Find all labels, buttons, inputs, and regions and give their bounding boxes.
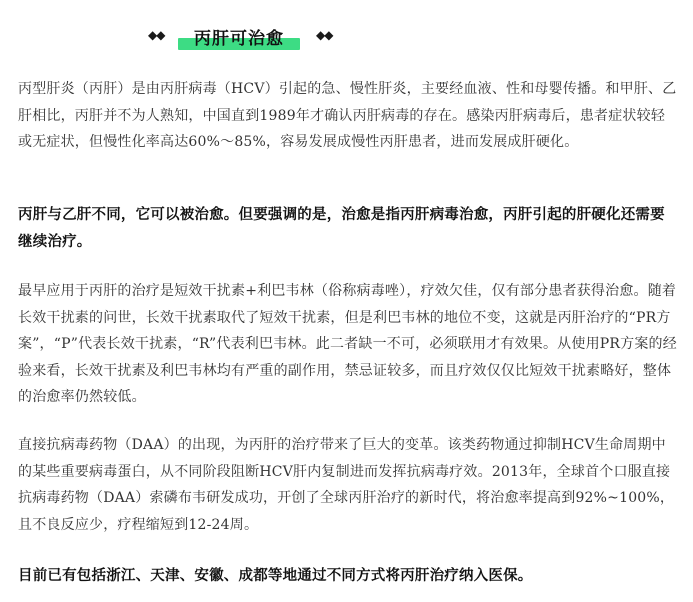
section-title: 丙肝可治愈 [194, 29, 284, 49]
paragraph-curable-emphasis: 丙肝与乙肝不同，它可以被治愈。但要强调的是，治愈是指丙肝病毒治愈，丙肝引起的肝硬化还需要继续治疗。 [18, 207, 665, 250]
paragraph-daa-drugs: 直接抗病毒药物（DAA）的出现，为丙肝的治疗带来了巨大的变革。该类药物通过抑制HCV生命周期中的某些重要病毒蛋白，从不同阶段阻断HCV肝内复制进而发挥抗病毒疗效。2013年，全球首个口服直接抗病毒药物（DAA）索磷布韦研发成功，开创了全球丙肝治疗的新时代，将治愈率提高到92%~100%，且不良反应少，疗程缩短到12-24周。 [18, 437, 675, 533]
title-highlight [178, 22, 300, 52]
right-diamond-decoration-icon: ◆◆ [316, 28, 333, 42]
paragraph-insurance-coverage: 目前已有包括浙江、天津、安徽、成都等地通过不同方式将丙肝治疗纳入医保。 [18, 568, 533, 584]
section-header [0, 22, 693, 54]
paragraph-pr-regimen: 最早应用于丙肝的治疗是短效干扰素+利巴韦林（俗称病毒唑），疗效欠佳，仅有部分患者获得治愈。随着长效干扰素的问世，长效干扰素取代了短效干扰素，但是利巴韦林的地位不变，这就是丙肝治疗的“PR方案”，“P”代表长效干扰素，“R”代表利巴韦林。此二者缺一不可，必须联用才有效果。从使用PR方案的经验来看，长效干扰素及利巴韦林均有严重的副作用，禁忌证较多，而且疗效仅仅比短效干扰素略好，整体的治愈率仍然较低。 [18, 283, 677, 405]
paragraph-hcv-intro: 丙型肝炎（丙肝）是由丙肝病毒（HCV）引起的急、慢性肝炎，主要经血液、性和母婴传播。和甲肝、乙肝相比，丙肝并不为人熟知，中国直到1989年才确认丙肝病毒的存在。感染丙肝病毒后，患者症状较轻或无症状，但慢性化率高达60%～85%，容易发展成慢性丙肝患者，进而发展成肝硬化。 [18, 81, 677, 150]
left-diamond-decoration-icon: ◆◆ [148, 28, 165, 42]
